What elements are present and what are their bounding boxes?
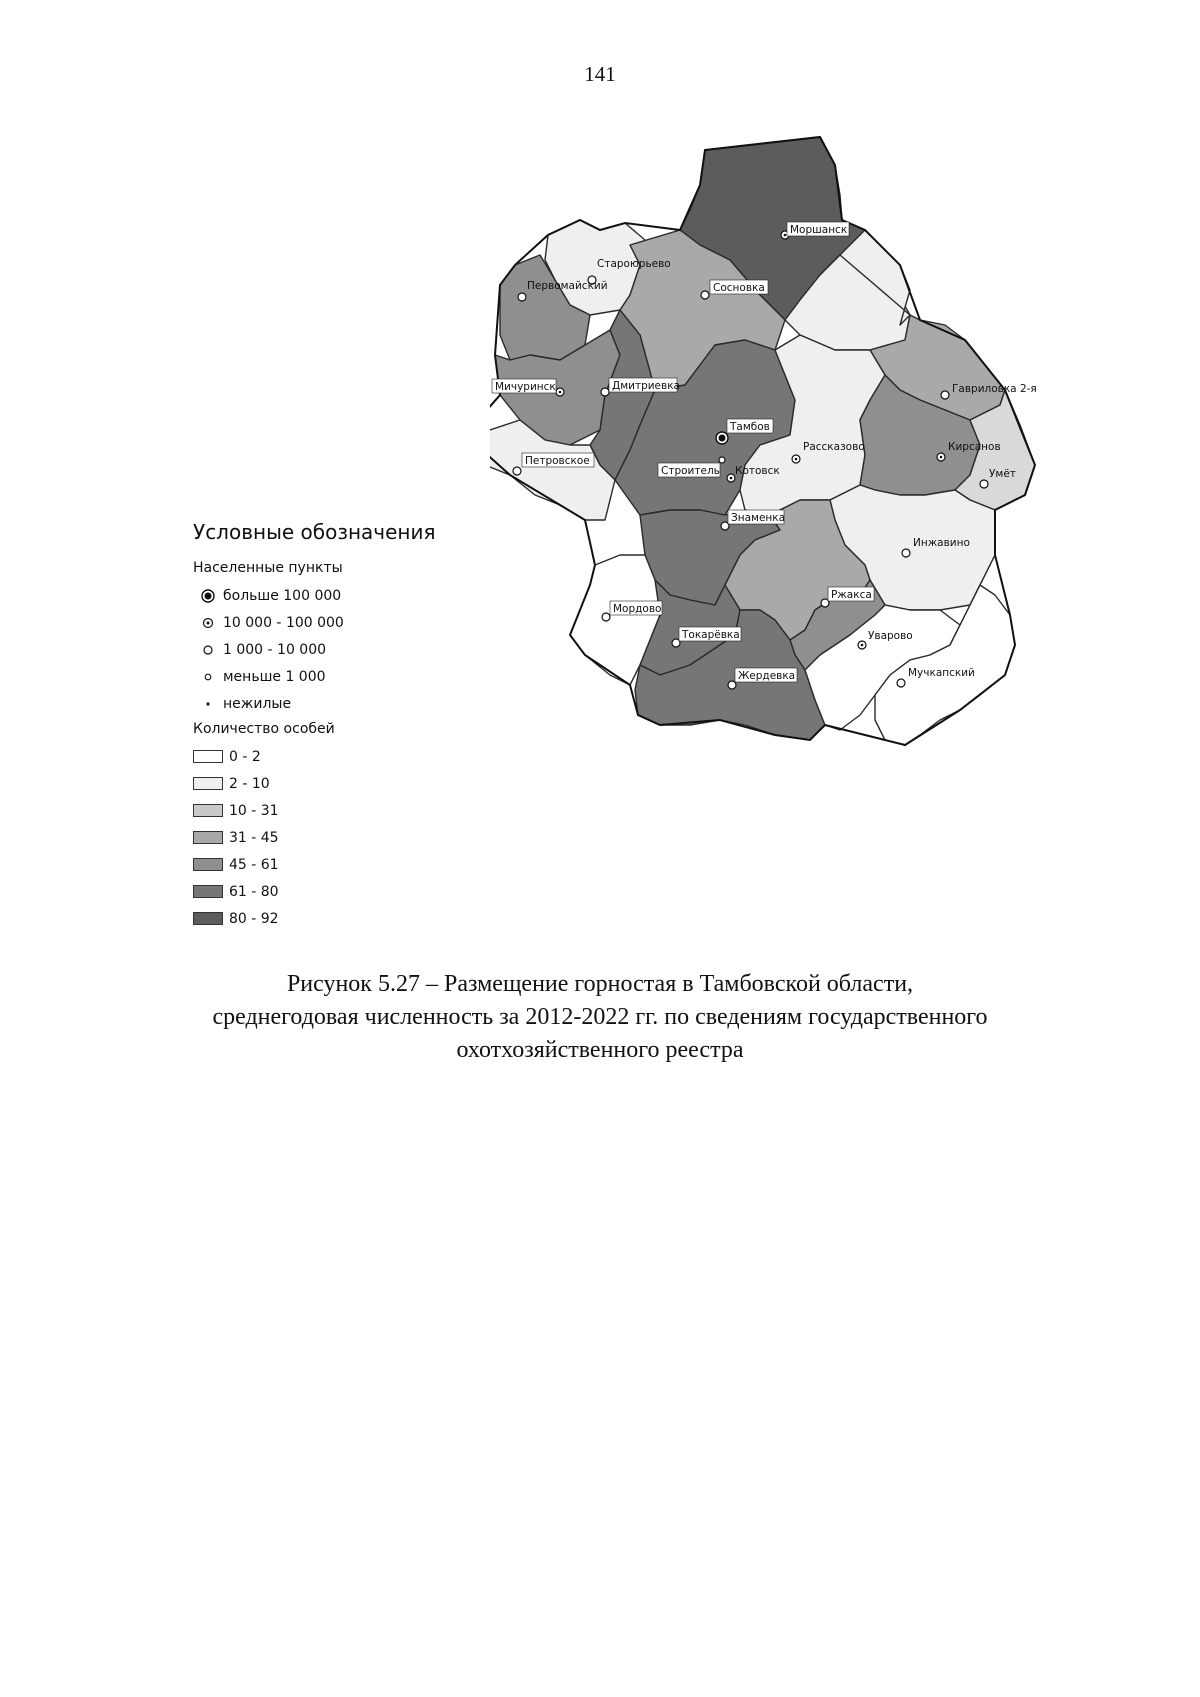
legend-class-label: 2 - 10 [229, 775, 270, 792]
city-label: Староюрьево [597, 258, 671, 270]
legend-title: Условные обозначения [193, 520, 436, 544]
city-label: Котовск [735, 465, 780, 477]
city-label: Жердевка [738, 670, 796, 682]
city-label: Петровское [525, 455, 590, 467]
city-label: Инжавино [913, 537, 970, 549]
legend-swatch [193, 804, 223, 817]
map [490, 135, 1130, 815]
legend-class-label: 80 - 92 [229, 910, 279, 927]
legend-swatch [193, 777, 223, 790]
city-label: Гавриловка 2-я [952, 383, 1037, 395]
figure-caption [0, 968, 1200, 1067]
legend-settlements-title: Населенные пункты [193, 560, 343, 576]
city-label: Рассказово [803, 441, 865, 453]
legend-count-title: Количество особей [193, 721, 335, 737]
legend-class-row [193, 770, 493, 797]
legend-class-label: 45 - 61 [229, 856, 279, 873]
legend-class-label: 31 - 45 [229, 829, 279, 846]
legend-swatch [193, 885, 223, 898]
legend-swatch [193, 750, 223, 763]
legend-settlement-label: меньше 1 000 [223, 668, 326, 685]
city-label: Сосновка [713, 282, 765, 294]
legend-class-row [193, 905, 493, 932]
city-label: Тамбов [730, 421, 770, 433]
legend-settlement-row [193, 690, 493, 717]
legend-swatch [193, 912, 223, 925]
small-town-icon [897, 679, 905, 687]
medium-city-icon [193, 616, 223, 630]
village-icon [193, 671, 223, 683]
small-town-icon [193, 643, 223, 657]
small-town-icon [719, 457, 725, 463]
legend-settlement-row [193, 582, 493, 609]
uninhabited-icon [193, 699, 223, 709]
city-label: Дмитриевка [612, 380, 680, 392]
small-town-icon [513, 467, 521, 475]
legend-class-row [193, 878, 493, 905]
city-label: Первомайский [527, 280, 608, 292]
city-label: Уварово [868, 630, 913, 642]
legend-settlement-label: 1 000 - 10 000 [223, 641, 327, 658]
large-city-icon [193, 588, 223, 604]
small-town-icon [602, 613, 610, 621]
city-label: Кирсанов [948, 441, 1001, 453]
small-town-icon [601, 388, 609, 396]
caption-line: среднегодовая численность за 2012-2022 гг. по сведениям государственного [212, 1004, 988, 1030]
legend-class-row [193, 824, 493, 851]
map-legend [193, 520, 493, 932]
city-label: Строитель [661, 465, 720, 477]
city-label: Умёт [989, 468, 1016, 480]
small-town-icon [902, 549, 910, 557]
legend-class-row [193, 851, 493, 878]
caption-line: Рисунок 5.27 – Размещение горностая в Тамбовской области, [286, 971, 914, 997]
small-town-icon [941, 391, 949, 399]
legend-settlement-label: нежилые [223, 695, 292, 712]
tambov-region-map [490, 135, 1130, 815]
city-label: Знаменка [731, 512, 786, 524]
city-label: Моршанск [790, 224, 848, 236]
legend-settlement-label: 10 000 - 100 000 [223, 614, 344, 631]
legend-settlement-row [193, 636, 493, 663]
legend-class-row [193, 797, 493, 824]
city-label: Ржакса [831, 589, 872, 601]
legend-class-label: 0 - 2 [229, 748, 261, 765]
city-label: Мичуринск [495, 381, 556, 393]
city-label: Мучкапский [908, 667, 975, 679]
legend-class-label: 61 - 80 [229, 883, 279, 900]
small-town-icon [980, 480, 988, 488]
city-label: Мордово [613, 603, 662, 615]
caption-line: охотхозяйственного реестра [456, 1037, 744, 1063]
legend-settlement-label: больше 100 000 [223, 587, 342, 604]
small-town-icon [518, 293, 526, 301]
legend-swatch [193, 831, 223, 844]
small-town-icon [701, 291, 709, 299]
page-number: 141 [584, 62, 616, 86]
city-label: Токарёвка [682, 629, 740, 641]
legend-settlement-row [193, 663, 493, 690]
legend-settlement-row [193, 609, 493, 636]
legend-class-label: 10 - 31 [229, 802, 279, 819]
legend-class-row [193, 743, 493, 770]
legend-swatch [193, 858, 223, 871]
